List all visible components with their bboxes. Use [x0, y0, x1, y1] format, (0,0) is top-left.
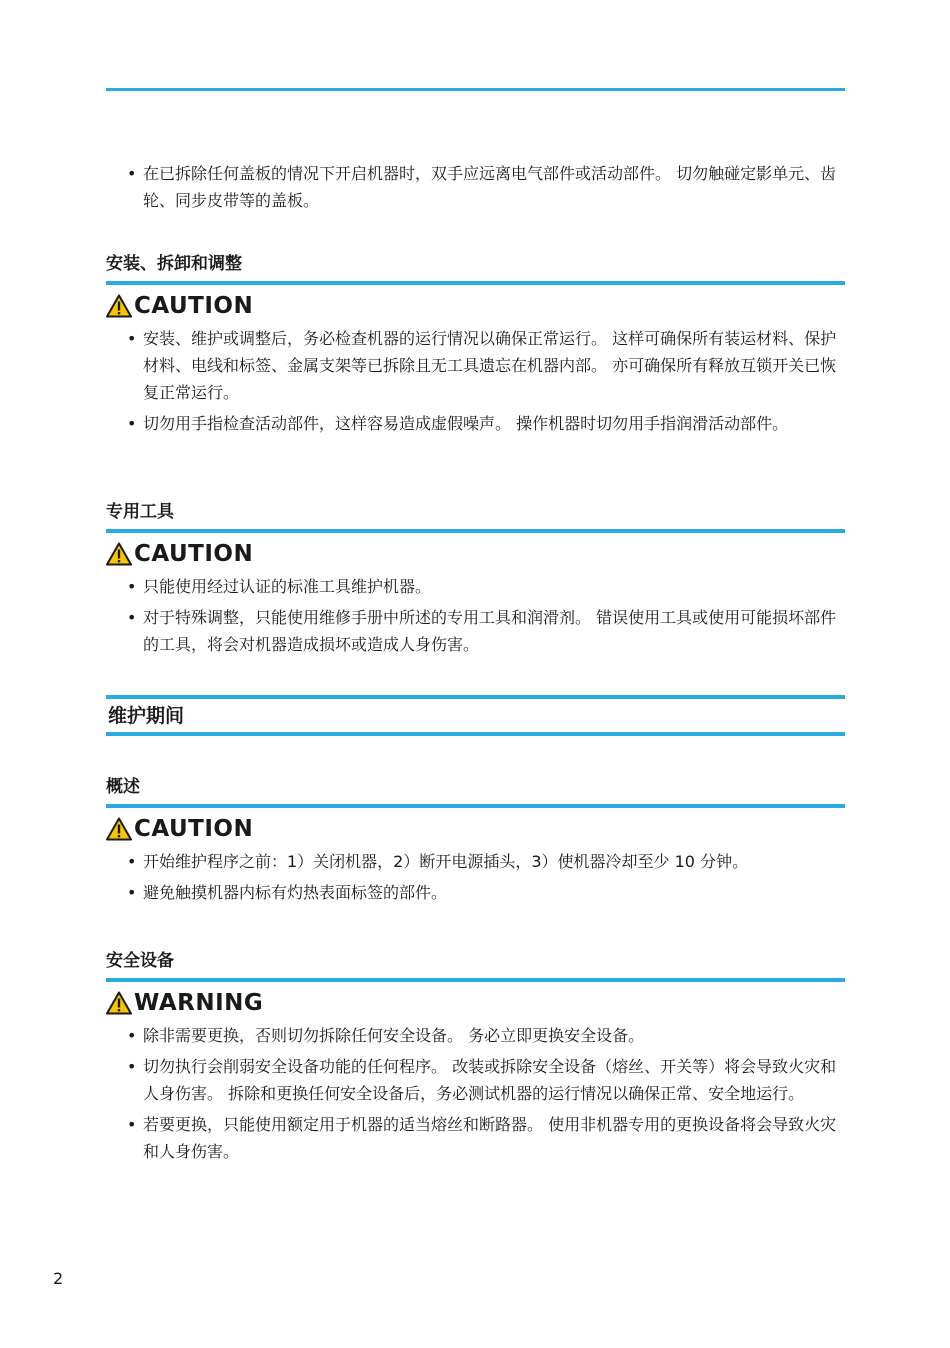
list-item: • 切勿用手指检查活动部件，这样容易造成虚假噪声。 操作机器时切勿用手指润滑活动部件。 — [106, 410, 845, 437]
section-rule — [106, 529, 845, 533]
section-list — [106, 573, 845, 658]
chapter-heading-block — [106, 695, 845, 736]
section-rule — [106, 804, 845, 808]
caution-label — [106, 814, 845, 844]
section-install — [106, 252, 845, 437]
section-list — [106, 1022, 845, 1165]
alert-word: CAUTION — [134, 293, 254, 319]
section-rule — [106, 978, 845, 982]
list-item: • 切勿执行会削弱安全设备功能的任何程序。 改装或拆除安全设备（熔丝、开关等）将会导致火灾和人身伤害。 拆除和更换任何安全设备后，务必测试机器的运行情况以确保正常、安全地运行。 — [106, 1053, 845, 1107]
section-list — [106, 325, 845, 437]
section-heading: 安全设备 — [106, 951, 174, 971]
section-heading: 安装、拆卸和调整 — [106, 254, 242, 274]
list-item: • 除非需要更换，否则切勿拆除任何安全设备。 务必立即更换安全设备。 — [106, 1022, 845, 1049]
section-list — [106, 848, 845, 906]
list-item: • 避免触摸机器内标有灼热表面标签的部件。 — [106, 879, 845, 906]
list-item: • 安装、维护或调整后，务必检查机器的运行情况以确保正常运行。 这样可确保所有装运材料、保护材料、电线和标签、金属支架等已拆除且无工具遗忘在机器内部。 亦可确保所有释放互锁开关已恢复正常运行。 — [106, 325, 845, 406]
intro-list — [106, 160, 845, 214]
alert-word: WARNING — [134, 990, 264, 1016]
section-safety-devices — [106, 949, 845, 1165]
caution-label — [106, 291, 845, 321]
warning-triangle-icon — [106, 542, 132, 566]
list-item: • 在已拆除任何盖板的情况下开启机器时，双手应远离电气部件或活动部件。 切勿触碰定影单元、齿轮、同步皮带等的盖板。 — [106, 160, 845, 214]
alert-word: CAUTION — [134, 541, 254, 567]
alert-word: CAUTION — [134, 816, 254, 842]
list-item: • 若要更换，只能使用额定用于机器的适当熔丝和断路器。 使用非机器专用的更换设备将会导致火灾和人身伤害。 — [106, 1111, 845, 1165]
top-rule — [106, 88, 845, 91]
list-item: • 只能使用经过认证的标准工具维护机器。 — [106, 573, 845, 600]
document-page — [106, 0, 845, 1348]
chapter-rule-bottom — [106, 732, 845, 736]
chapter-heading: 维护期间 — [108, 705, 185, 727]
section-special-tools — [106, 500, 845, 658]
warning-label — [106, 988, 845, 1018]
section-rule — [106, 281, 845, 285]
section-heading: 概述 — [106, 777, 140, 797]
list-item: • 开始维护程序之前：1）关闭机器，2）断开电源插头，3）使机器冷却至少 10 分钟。 — [106, 848, 845, 875]
caution-label — [106, 539, 845, 569]
page-number: 2 — [53, 1269, 64, 1288]
warning-triangle-icon — [106, 817, 132, 841]
list-item: • 对于特殊调整，只能使用维修手册中所述的专用工具和润滑剂。 错误使用工具或使用可能损坏部件的工具，将会对机器造成损坏或造成人身伤害。 — [106, 604, 845, 658]
section-heading: 专用工具 — [106, 502, 174, 522]
warning-triangle-icon — [106, 991, 132, 1015]
section-overview — [106, 775, 845, 906]
warning-triangle-icon — [106, 294, 132, 318]
intro-block — [106, 160, 845, 214]
